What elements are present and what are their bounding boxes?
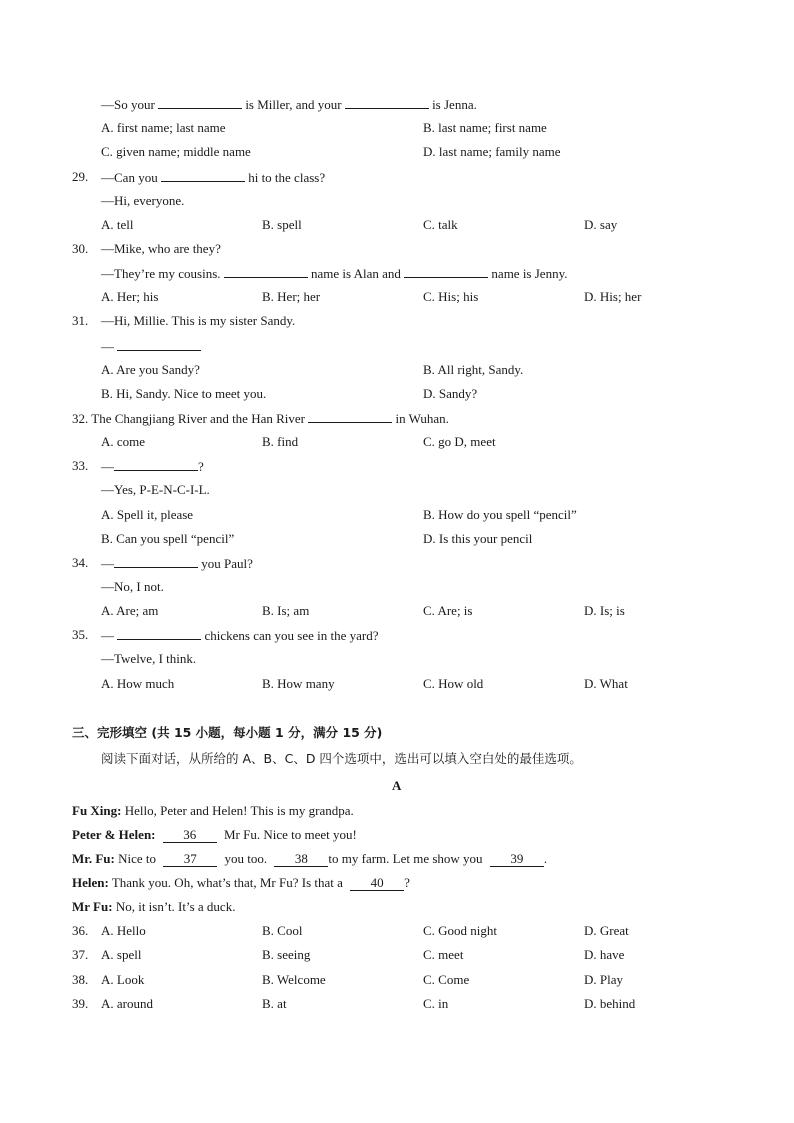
option-c[interactable]: C. meet <box>423 947 464 962</box>
option-a[interactable]: A. Her; his <box>101 289 159 304</box>
option-d[interactable]: D. Great <box>584 923 629 938</box>
option-d[interactable]: D. last name; family name <box>423 144 561 159</box>
option-d[interactable]: D. Is this your pencil <box>423 531 533 546</box>
numbered-blank[interactable]: 36 <box>163 828 217 843</box>
numbered-blank[interactable]: 38 <box>274 852 328 867</box>
q31-question: —Hi, Millie. This is my sister Sandy. <box>101 313 296 328</box>
option-b[interactable]: B. last name; first name <box>423 120 547 135</box>
option-d[interactable]: D. His; her <box>584 289 642 304</box>
option-b[interactable]: B. How many <box>262 676 335 691</box>
answer-blank[interactable] <box>161 169 245 182</box>
option-a[interactable]: A. How much <box>101 676 175 691</box>
option-c[interactable]: C. His; his <box>423 289 479 304</box>
answer-blank[interactable] <box>114 555 198 568</box>
option-a[interactable]: A. tell <box>101 217 134 232</box>
passage-line: Mr. Fu: Nice to 37 you too. 38 to my farm. Let me show you 39 . <box>72 851 548 866</box>
q29-reply: —Hi, everyone. <box>101 193 185 208</box>
option-a[interactable]: A. come <box>101 434 146 449</box>
option-b[interactable]: B. find <box>262 434 299 449</box>
option-b[interactable]: B. How do you spell “pencil” <box>423 507 577 522</box>
option-c[interactable]: C. given name; middle name <box>101 144 251 159</box>
numbered-blank[interactable]: 40 <box>350 876 404 891</box>
q30-dialog: —They’re my cousins. name is Alan and name is Jenny. <box>101 266 568 281</box>
question-number: 38. <box>72 972 89 987</box>
option-b[interactable]: B. Cool <box>262 923 303 938</box>
question-number: 36. <box>72 923 89 938</box>
q33-dialog: — ? <box>101 459 204 474</box>
option-a[interactable]: A. spell <box>101 947 142 962</box>
option-c[interactable]: C. Good night <box>423 923 498 938</box>
option-d[interactable]: D. Play <box>584 972 623 987</box>
option-b[interactable]: B. Is; am <box>262 603 310 618</box>
numbered-blank[interactable]: 39 <box>490 852 544 867</box>
option-c[interactable]: C. Are; is <box>423 603 473 618</box>
option-d[interactable]: D. say <box>584 217 618 232</box>
passage-line: Fu Xing: Hello, Peter and Helen! This is my grandpa. <box>72 803 354 818</box>
option-d[interactable]: D. behind <box>584 996 636 1011</box>
option-c[interactable]: C. in <box>423 996 449 1011</box>
option-a[interactable]: A. first name; last name <box>101 120 226 135</box>
option-c[interactable]: C. Come <box>423 972 470 987</box>
speaker: Mr. Fu: <box>72 851 115 866</box>
answer-blank[interactable] <box>345 96 429 109</box>
question-number: 34. <box>72 555 89 570</box>
passage-line: Helen: Thank you. Oh, what’s that, Mr Fu? Is that a 40 ? <box>72 875 410 890</box>
q35-reply: —Twelve, I think. <box>101 651 197 666</box>
option-a[interactable]: A. Hello <box>101 923 146 938</box>
passage-line: Peter & Helen: 36 Mr Fu. Nice to meet you! <box>72 827 357 842</box>
question-number: 31. <box>72 313 89 328</box>
question-number: 30. <box>72 241 89 256</box>
option-d[interactable]: D. What <box>584 676 628 691</box>
question-number: 33. <box>72 458 89 473</box>
q30-question: —Mike, who are they? <box>101 241 221 256</box>
answer-blank[interactable] <box>117 338 201 351</box>
option-b[interactable]: B. Welcome <box>262 972 326 987</box>
speaker: Helen: <box>72 875 109 890</box>
numbered-blank[interactable]: 37 <box>163 852 217 867</box>
option-d[interactable]: D. Sandy? <box>423 386 478 401</box>
option-c[interactable]: B. Can you spell “pencil” <box>101 531 235 546</box>
q28-dialog: —So your is Miller, and your is Jenna. <box>101 97 477 112</box>
question-number: 39. <box>72 996 89 1011</box>
option-c[interactable]: C. How old <box>423 676 484 691</box>
option-b[interactable]: B. All right, Sandy. <box>423 362 524 377</box>
q34-dialog: — you Paul? <box>101 556 253 571</box>
answer-blank[interactable] <box>117 627 201 640</box>
answer-blank[interactable] <box>114 458 198 471</box>
option-a[interactable]: A. Spell it, please <box>101 507 194 522</box>
option-a[interactable]: A. Are you Sandy? <box>101 362 200 377</box>
option-c[interactable]: C. go D, meet <box>423 434 496 449</box>
speaker: Peter & Helen: <box>72 827 156 842</box>
question-number: 29. <box>72 169 89 184</box>
option-d[interactable]: D. have <box>584 947 625 962</box>
option-c[interactable]: B. Hi, Sandy. Nice to meet you. <box>101 386 267 401</box>
passage-line: Mr Fu: No, it isn’t. It’s a duck. <box>72 899 236 914</box>
q32-question: 32. The Changjiang River and the Han River in Wuhan. <box>72 411 449 426</box>
question-number: 37. <box>72 947 89 962</box>
passage-label: A <box>392 778 402 793</box>
answer-blank[interactable] <box>224 265 308 278</box>
section-instruction: 阅读下面对话，从所给的 A、B、C、D 四个选项中，选出可以填入空白处的最佳选项。 <box>101 751 582 766</box>
answer-blank[interactable] <box>158 96 242 109</box>
q31-reply: — <box>101 338 201 355</box>
q35-dialog: — chickens can you see in the yard? <box>101 628 379 643</box>
option-b[interactable]: B. spell <box>262 217 302 232</box>
speaker: Mr Fu: <box>72 899 113 914</box>
option-a[interactable]: A. Look <box>101 972 145 987</box>
option-b[interactable]: B. seeing <box>262 947 311 962</box>
option-d[interactable]: D. Is; is <box>584 603 625 618</box>
answer-blank[interactable] <box>308 410 392 423</box>
q34-reply: —No, I not. <box>101 579 164 594</box>
speaker: Fu Xing: <box>72 803 122 818</box>
question-number: 35. <box>72 627 89 642</box>
section-heading: 三、完形填空 (共 15 小题，每小题 1 分，满分 15 分) <box>72 725 383 740</box>
option-a[interactable]: A. Are; am <box>101 603 159 618</box>
option-b[interactable]: B. Her; her <box>262 289 321 304</box>
answer-blank[interactable] <box>404 265 488 278</box>
option-a[interactable]: A. around <box>101 996 153 1011</box>
option-c[interactable]: C. talk <box>423 217 458 232</box>
q29-dialog: —Can you hi to the class? <box>101 170 326 185</box>
option-b[interactable]: B. at <box>262 996 287 1011</box>
q33-reply: —Yes, P-E-N-C-I-L. <box>101 482 210 497</box>
